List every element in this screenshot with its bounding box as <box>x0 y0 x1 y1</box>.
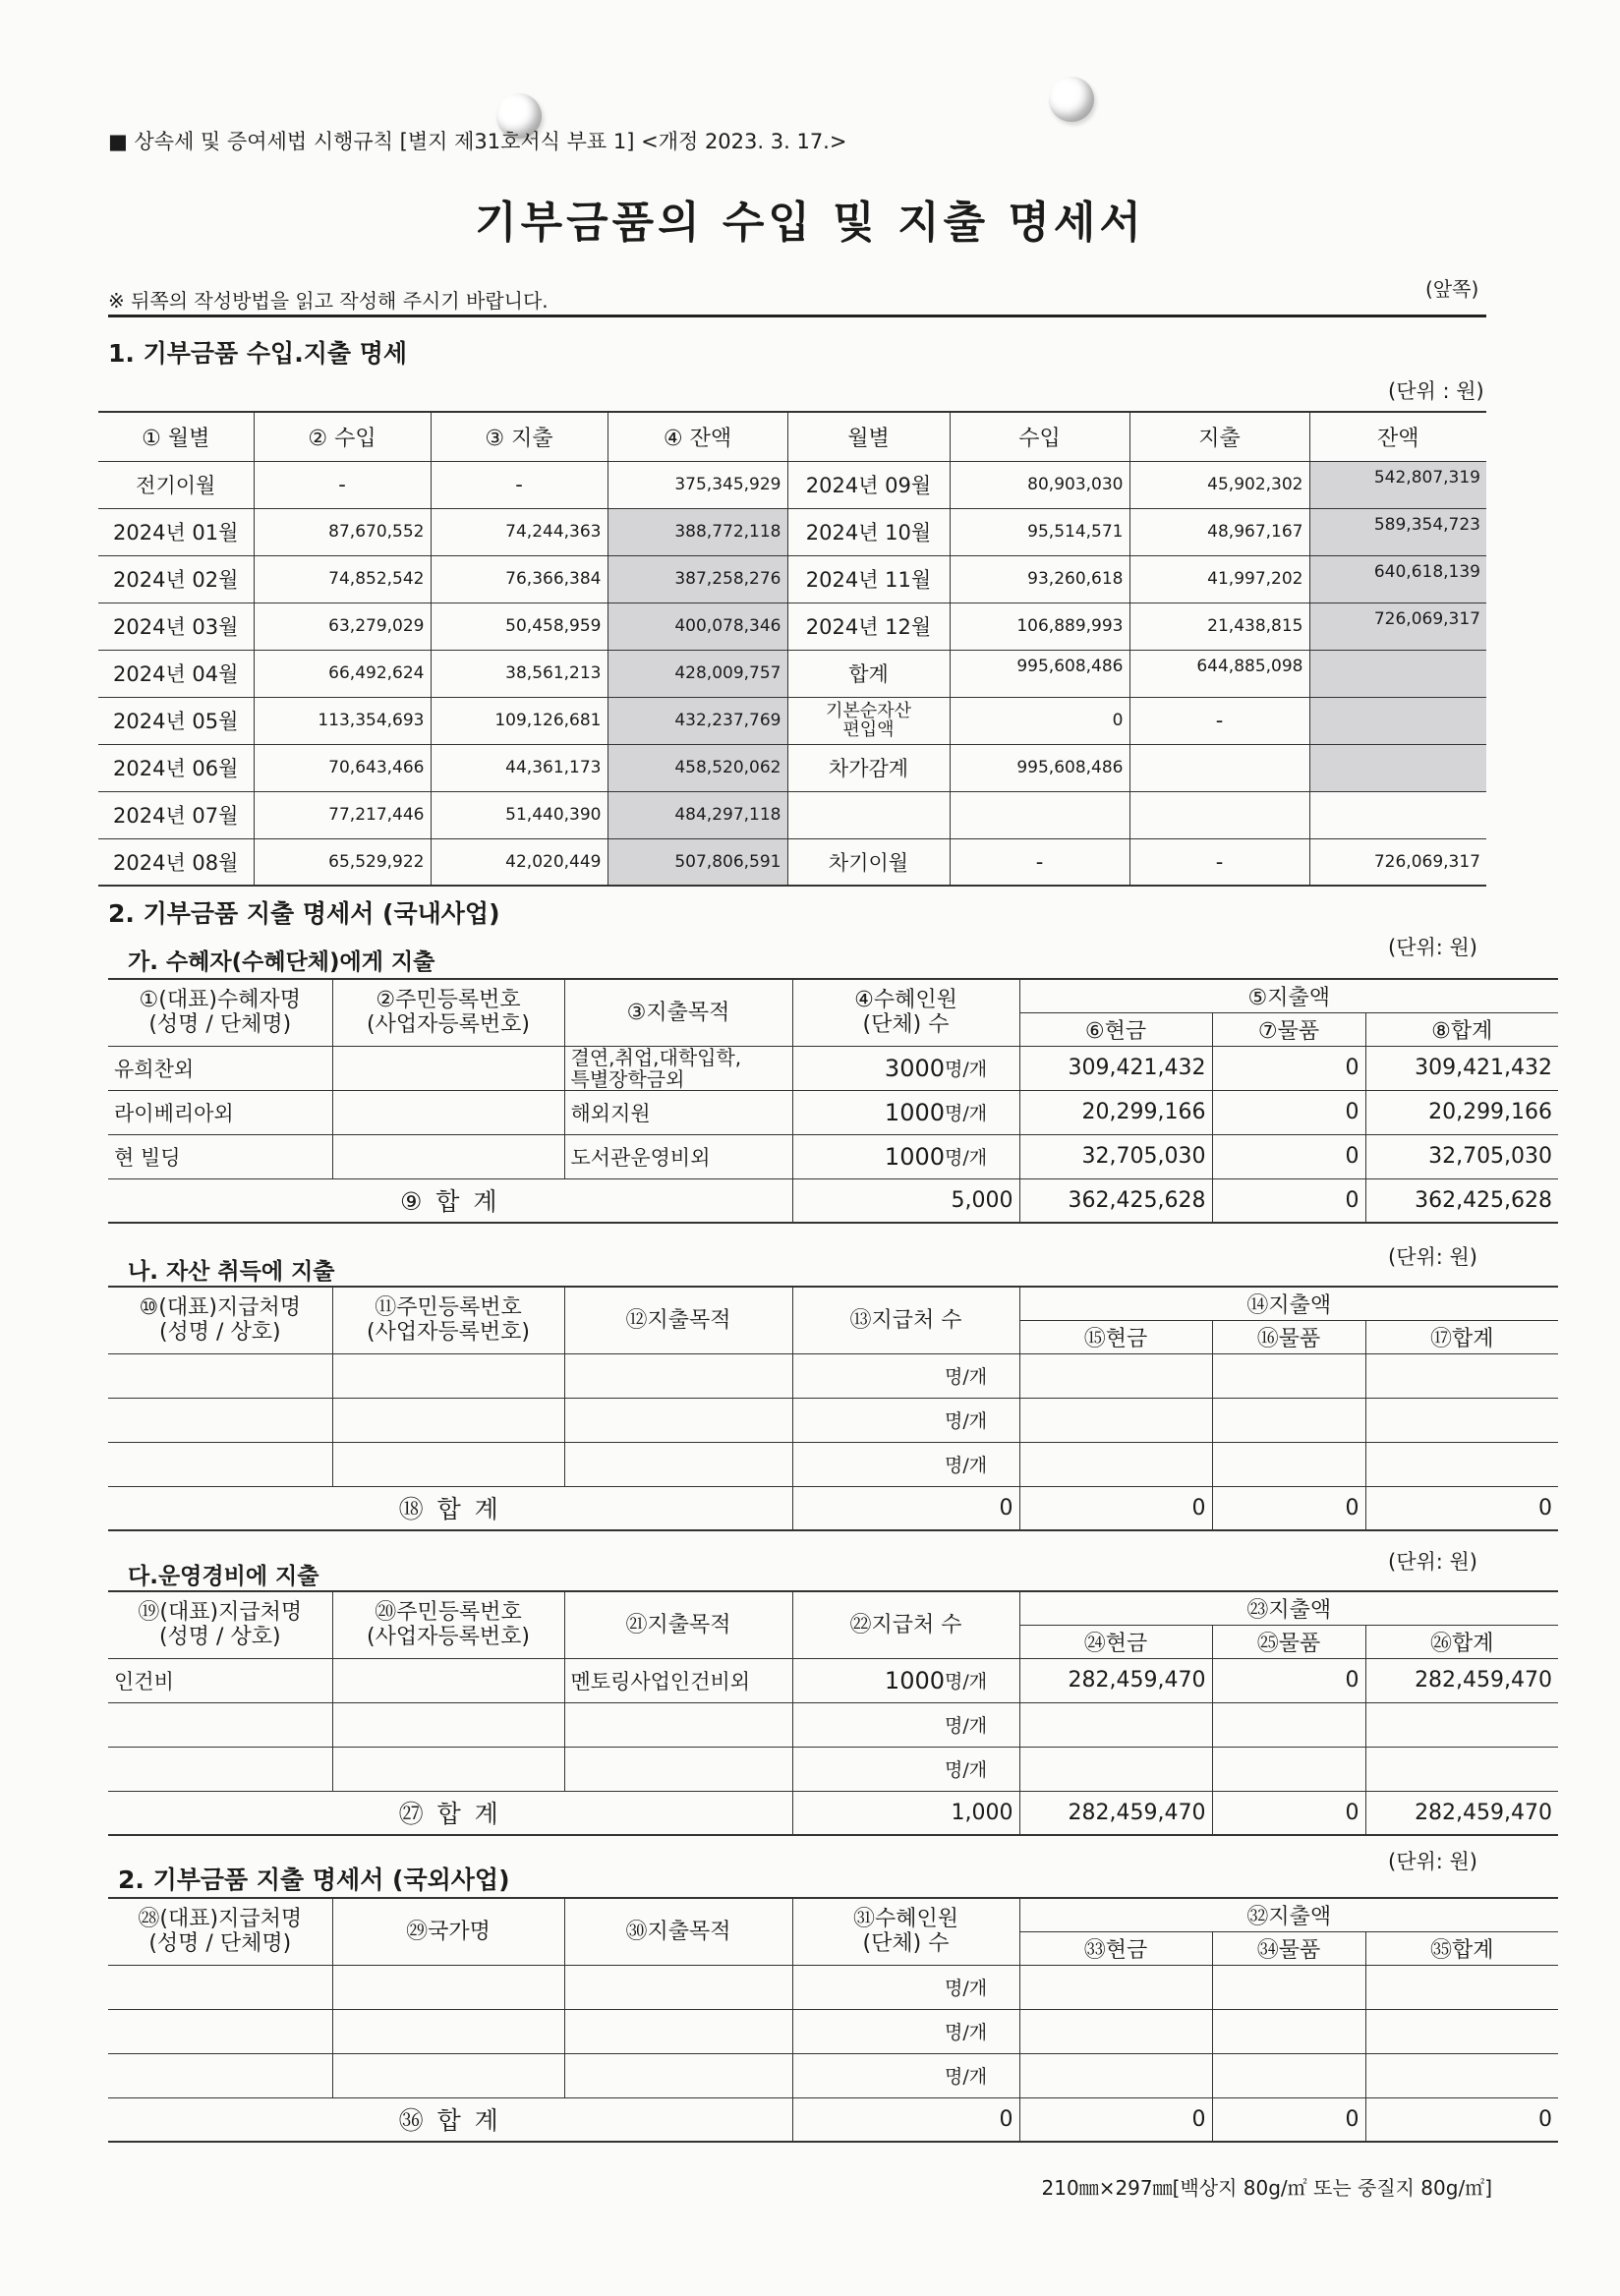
total-cell <box>1365 2053 1558 2097</box>
amount-cell <box>1309 744 1486 791</box>
table-row <box>98 461 1486 508</box>
month-cell: 2024년 12월 <box>787 603 950 650</box>
amount-cell: 63,279,029 <box>254 603 431 650</box>
cash-cell <box>1019 2053 1212 2097</box>
amount-cell <box>1309 791 1486 838</box>
amount-cell: 65,529,922 <box>254 838 431 886</box>
amount-cell: 44,361,173 <box>431 744 608 791</box>
count-cell: 1000 <box>792 1090 945 1134</box>
amount-cell: - <box>950 838 1129 886</box>
registration-number-cell <box>332 1134 564 1178</box>
amount-cell: 644,885,098 <box>1129 650 1309 697</box>
cash-cell: 32,705,030 <box>1019 1134 1212 1178</box>
month-cell: 2024년 06월 <box>98 744 254 791</box>
unit-label: (단위 : 원) <box>1388 379 1484 403</box>
recipient-name-cell <box>108 1442 332 1486</box>
amount-cell: - <box>1129 838 1309 886</box>
count-cell: 1000 <box>792 1658 945 1702</box>
header-cell: ⑥현금 <box>1019 1012 1212 1046</box>
header-cell: ㉛수혜인원 (단체) 수 <box>792 1898 1019 1965</box>
amount-cell <box>1129 791 1309 838</box>
section-title: 1. 기부금품 수입.지출 명세 <box>108 339 408 368</box>
unit-label: (단위: 원) <box>1388 1850 1477 1873</box>
header-cell: ⑤지출액 <box>1019 979 1558 1012</box>
total-label: ㊱ 합 계 <box>108 2097 792 2142</box>
amount-cell: 507,806,591 <box>608 838 787 886</box>
table-row <box>108 1658 1558 1702</box>
header-cell: ㉖합계 <box>1365 1625 1558 1658</box>
cash-cell <box>1019 1702 1212 1747</box>
total-label: ⑱ 합 계 <box>108 1486 792 1530</box>
header-cell: ⑦물품 <box>1212 1012 1365 1046</box>
total-cell: 20,299,166 <box>1365 1090 1558 1134</box>
purpose-cell: 멘토링사업인건비외 <box>564 1658 792 1702</box>
table-row <box>98 603 1486 650</box>
cash-cell <box>1019 2009 1212 2053</box>
total-cash-cell: 0 <box>1019 1486 1212 1530</box>
month-cell: 합계 <box>787 650 950 697</box>
registration-number-cell <box>332 1090 564 1134</box>
amount-cell: 640,618,139 <box>1309 555 1486 603</box>
count-unit-cell: 명/개 <box>945 1702 1019 1747</box>
header-cell: 월별 <box>787 412 950 461</box>
total-goods-cell: 0 <box>1212 1791 1365 1835</box>
amount-cell: - <box>254 461 431 508</box>
count-cell: 1000 <box>792 1134 945 1178</box>
amount-cell <box>950 791 1129 838</box>
header-cell: ㉟합계 <box>1365 1931 1558 1965</box>
header-cell: ㉕물품 <box>1212 1625 1365 1658</box>
recipient-name-cell: 유희찬외 <box>108 1046 332 1090</box>
count-cell <box>792 2009 945 2053</box>
goods-cell <box>1212 2009 1365 2053</box>
total-row <box>108 1486 1558 1530</box>
registration-number-cell <box>332 1442 564 1486</box>
header-cell: ㉞물품 <box>1212 1931 1365 1965</box>
goods-cell <box>1212 1747 1365 1791</box>
amount-cell: 70,643,466 <box>254 744 431 791</box>
header-cell: ③지출목적 <box>564 979 792 1046</box>
total-sum-cell: 0 <box>1365 2097 1558 2142</box>
header-cell: ⑮현금 <box>1019 1320 1212 1353</box>
recipient-name-cell: 현 빌딩 <box>108 1134 332 1178</box>
amount-cell: 387,258,276 <box>608 555 787 603</box>
amount-cell: 42,020,449 <box>431 838 608 886</box>
registration-number-cell <box>332 1353 564 1398</box>
amount-cell: 109,126,681 <box>431 697 608 744</box>
header-cell: ⑭지출액 <box>1019 1287 1558 1320</box>
amount-cell: 726,069,317 <box>1309 838 1486 886</box>
amount-cell: 388,772,118 <box>608 508 787 555</box>
amount-cell: 400,078,346 <box>608 603 787 650</box>
expenditure-table <box>108 1286 1558 1531</box>
total-goods-cell: 0 <box>1212 1486 1365 1530</box>
table-row <box>98 744 1486 791</box>
total-count-cell: 0 <box>792 1486 1019 1530</box>
total-cell <box>1365 1702 1558 1747</box>
goods-cell <box>1212 1353 1365 1398</box>
header-cell: ④ 잔액 <box>608 412 787 461</box>
registration-number-cell <box>332 2053 564 2097</box>
header-cell: ⑯물품 <box>1212 1320 1365 1353</box>
goods-cell: 0 <box>1212 1090 1365 1134</box>
cash-cell <box>1019 1965 1212 2009</box>
regulation-header: ■ 상속세 및 증여세법 시행규칙 [별지 제31호서식 부표 1] <개정 2023. 3. 17.> <box>108 130 847 153</box>
expenditure-table <box>108 1897 1558 2143</box>
table-row <box>108 1398 1558 1442</box>
section-title: 2. 기부금품 지출 명세서 (국내사업) <box>108 899 500 928</box>
header-cell: ⑫지출목적 <box>564 1287 792 1353</box>
recipient-name-cell: 인건비 <box>108 1658 332 1702</box>
section-title: 2. 기부금품 지출 명세서 (국외사업) <box>118 1866 510 1894</box>
header-cell: ②주민등록번호 (사업자등록번호) <box>332 979 564 1046</box>
amount-cell: 50,458,959 <box>431 603 608 650</box>
header-cell: ⑳주민등록번호 (사업자등록번호) <box>332 1591 564 1658</box>
goods-cell: 0 <box>1212 1134 1365 1178</box>
header-cell: ① 월별 <box>98 412 254 461</box>
subsection-title: 다.운영경비에 지출 <box>128 1564 319 1589</box>
count-unit-cell: 명/개 <box>945 1353 1019 1398</box>
amount-cell: 113,354,693 <box>254 697 431 744</box>
month-cell: 2024년 02월 <box>98 555 254 603</box>
table-row <box>108 1702 1558 1747</box>
recipient-name-cell <box>108 1702 332 1747</box>
expenditure-table <box>108 1590 1558 1836</box>
header-cell: ㉓지출액 <box>1019 1591 1558 1625</box>
total-sum-cell: 0 <box>1365 1486 1558 1530</box>
total-count-cell: 0 <box>792 2097 1019 2142</box>
table-row <box>108 2009 1558 2053</box>
total-sum-cell: 362,425,628 <box>1365 1178 1558 1223</box>
recipient-name-cell <box>108 2009 332 2053</box>
table-header-row <box>108 1898 1558 1931</box>
count-cell <box>792 1965 945 2009</box>
table-row <box>108 1747 1558 1791</box>
table-row <box>98 508 1486 555</box>
table-row <box>108 1965 1558 2009</box>
table-row <box>108 2053 1558 2097</box>
amount-cell: 428,009,757 <box>608 650 787 697</box>
count-cell <box>792 1747 945 1791</box>
header-cell: ㉚지출목적 <box>564 1898 792 1965</box>
amount-cell <box>1309 697 1486 744</box>
month-cell: 전기이월 <box>98 461 254 508</box>
header-cell: ⑬지급처 수 <box>792 1287 1019 1353</box>
month-cell: 2024년 11월 <box>787 555 950 603</box>
count-unit-cell: 명/개 <box>945 1747 1019 1791</box>
amount-cell: 87,670,552 <box>254 508 431 555</box>
amount-cell: 375,345,929 <box>608 461 787 508</box>
cash-cell <box>1019 1353 1212 1398</box>
header-cell: ③ 지출 <box>431 412 608 461</box>
total-label: ㉗ 합 계 <box>108 1791 792 1835</box>
total-cash-cell: 0 <box>1019 2097 1212 2142</box>
total-goods-cell: 0 <box>1212 2097 1365 2142</box>
amount-cell: 38,561,213 <box>431 650 608 697</box>
purpose-cell: 결연,취업,대학입학, 특별장학금외 <box>564 1046 792 1090</box>
total-cell <box>1365 1965 1558 2009</box>
amount-cell: 51,440,390 <box>431 791 608 838</box>
count-unit-cell: 명/개 <box>945 2009 1019 2053</box>
total-row <box>108 1791 1558 1835</box>
amount-cell: - <box>1129 697 1309 744</box>
goods-cell <box>1212 2053 1365 2097</box>
punch-hole <box>1049 77 1094 122</box>
amount-cell: 95,514,571 <box>950 508 1129 555</box>
amount-cell: 45,902,302 <box>1129 461 1309 508</box>
header-cell: ㉔현금 <box>1019 1625 1212 1658</box>
table-header-row <box>108 1287 1558 1320</box>
count-unit-cell: 명/개 <box>945 1658 1019 1702</box>
goods-cell <box>1212 1965 1365 2009</box>
amount-cell: 995,608,486 <box>950 744 1129 791</box>
cash-cell <box>1019 1398 1212 1442</box>
paper-spec: 210㎜×297㎜[백상지 80g/㎡ 또는 중질지 80g/㎡] <box>1041 2176 1492 2200</box>
count-unit-cell: 명/개 <box>945 1398 1019 1442</box>
header-cell: ㉜지출액 <box>1019 1898 1558 1931</box>
divider <box>108 315 1486 317</box>
recipient-name-cell <box>108 1747 332 1791</box>
count-cell <box>792 2053 945 2097</box>
count-unit-cell: 명/개 <box>945 1090 1019 1134</box>
amount-cell: 93,260,618 <box>950 555 1129 603</box>
total-cell <box>1365 1747 1558 1791</box>
purpose-cell <box>564 2009 792 2053</box>
total-row <box>108 2097 1558 2142</box>
header-cell: ⑧합계 <box>1365 1012 1558 1046</box>
header-cell: ⑩(대표)지급처명 (성명 / 상호) <box>108 1287 332 1353</box>
count-cell <box>792 1442 945 1486</box>
registration-number-cell <box>332 1658 564 1702</box>
table-row <box>108 1046 1558 1090</box>
goods-cell <box>1212 1702 1365 1747</box>
month-cell: 2024년 08월 <box>98 838 254 886</box>
count-unit-cell: 명/개 <box>945 2053 1019 2097</box>
registration-number-cell <box>332 1965 564 2009</box>
recipient-name-cell <box>108 2053 332 2097</box>
total-cell: 282,459,470 <box>1365 1658 1558 1702</box>
amount-cell: 74,852,542 <box>254 555 431 603</box>
table-row <box>98 650 1486 697</box>
header-cell: ㉙국가명 <box>332 1898 564 1965</box>
purpose-cell <box>564 2053 792 2097</box>
income-expense-table <box>98 411 1486 887</box>
registration-number-cell <box>332 1046 564 1090</box>
total-cell: 32,705,030 <box>1365 1134 1558 1178</box>
month-cell: 2024년 10월 <box>787 508 950 555</box>
amount-cell: 106,889,993 <box>950 603 1129 650</box>
cash-cell <box>1019 1442 1212 1486</box>
cash-cell: 309,421,432 <box>1019 1046 1212 1090</box>
table-row <box>98 838 1486 886</box>
purpose-cell <box>564 1353 792 1398</box>
purpose-cell <box>564 1965 792 2009</box>
recipient-name-cell: 라이베리아외 <box>108 1090 332 1134</box>
front-side-label: (앞쪽) <box>1425 277 1479 301</box>
total-cell <box>1365 2009 1558 2053</box>
total-cell <box>1365 1442 1558 1486</box>
table-row <box>108 1090 1558 1134</box>
month-cell: 2024년 05월 <box>98 697 254 744</box>
purpose-cell: 도서관운영비외 <box>564 1134 792 1178</box>
header-cell: 잔액 <box>1309 412 1486 461</box>
amount-cell <box>1309 650 1486 697</box>
total-count-cell: 5,000 <box>792 1178 1019 1223</box>
registration-number-cell <box>332 1398 564 1442</box>
month-cell: 2024년 09월 <box>787 461 950 508</box>
total-label: ⑨ 합 계 <box>108 1178 792 1223</box>
amount-cell: 726,069,317 <box>1309 603 1486 650</box>
amount-cell <box>1129 744 1309 791</box>
count-unit-cell: 명/개 <box>945 1046 1019 1090</box>
cash-cell <box>1019 1747 1212 1791</box>
amount-cell: 77,217,446 <box>254 791 431 838</box>
purpose-cell <box>564 1702 792 1747</box>
table-row <box>98 791 1486 838</box>
registration-number-cell <box>332 1702 564 1747</box>
amount-cell: - <box>431 461 608 508</box>
total-count-cell: 1,000 <box>792 1791 1019 1835</box>
unit-label: (단위: 원) <box>1388 936 1477 959</box>
total-cell <box>1365 1398 1558 1442</box>
month-cell: 2024년 07월 <box>98 791 254 838</box>
registration-number-cell <box>332 2009 564 2053</box>
table-row <box>98 697 1486 744</box>
header-cell: ⑰합계 <box>1365 1320 1558 1353</box>
amount-cell: 542,807,319 <box>1309 461 1486 508</box>
amount-cell: 589,354,723 <box>1309 508 1486 555</box>
subsection-title: 가. 수혜자(수혜단체)에게 지출 <box>128 949 435 975</box>
registration-number-cell <box>332 1747 564 1791</box>
goods-cell <box>1212 1398 1365 1442</box>
amount-cell: 74,244,363 <box>431 508 608 555</box>
goods-cell: 0 <box>1212 1046 1365 1090</box>
header-cell: ② 수입 <box>254 412 431 461</box>
header-cell: ㉘(대표)지급처명 (성명 / 단체명) <box>108 1898 332 1965</box>
purpose-cell: 해외지원 <box>564 1090 792 1134</box>
amount-cell: 41,997,202 <box>1129 555 1309 603</box>
header-cell: ⑲(대표)지급처명 (성명 / 상호) <box>108 1591 332 1658</box>
header-cell: ④수혜인원 (단체) 수 <box>792 979 1019 1046</box>
table-row <box>98 555 1486 603</box>
count-cell <box>792 1398 945 1442</box>
unit-label: (단위: 원) <box>1388 1550 1477 1574</box>
goods-cell: 0 <box>1212 1658 1365 1702</box>
month-cell <box>787 791 950 838</box>
table-row <box>108 1134 1558 1178</box>
recipient-name-cell <box>108 1398 332 1442</box>
subsection-title: 나. 자산 취득에 지출 <box>128 1259 335 1285</box>
amount-cell: 0 <box>950 697 1129 744</box>
count-cell <box>792 1702 945 1747</box>
goods-cell <box>1212 1442 1365 1486</box>
purpose-cell <box>564 1398 792 1442</box>
count-cell <box>792 1353 945 1398</box>
amount-cell: 458,520,062 <box>608 744 787 791</box>
total-sum-cell: 282,459,470 <box>1365 1791 1558 1835</box>
month-cell: 기본순자산 편입액 <box>787 697 950 744</box>
table-header-row <box>108 979 1558 1012</box>
count-unit-cell: 명/개 <box>945 1442 1019 1486</box>
count-cell: 3000 <box>792 1046 945 1090</box>
amount-cell: 995,608,486 <box>950 650 1129 697</box>
amount-cell: 21,438,815 <box>1129 603 1309 650</box>
month-cell: 차기이월 <box>787 838 950 886</box>
total-cell: 309,421,432 <box>1365 1046 1558 1090</box>
amount-cell: 432,237,769 <box>608 697 787 744</box>
table-header-row <box>108 1591 1558 1625</box>
notice-text: ※ 뒤쪽의 작성방법을 읽고 작성해 주시기 바랍니다. <box>108 289 549 313</box>
month-cell: 2024년 01월 <box>98 508 254 555</box>
cash-cell: 20,299,166 <box>1019 1090 1212 1134</box>
total-cash-cell: 362,425,628 <box>1019 1178 1212 1223</box>
expenditure-table <box>108 978 1558 1224</box>
amount-cell: 80,903,030 <box>950 461 1129 508</box>
amount-cell: 76,366,384 <box>431 555 608 603</box>
header-cell: ㉝현금 <box>1019 1931 1212 1965</box>
month-cell: 차가감계 <box>787 744 950 791</box>
table-row <box>108 1353 1558 1398</box>
header-cell: ㉑지출목적 <box>564 1591 792 1658</box>
recipient-name-cell <box>108 1353 332 1398</box>
amount-cell: 48,967,167 <box>1129 508 1309 555</box>
amount-cell: 484,297,118 <box>608 791 787 838</box>
table-row <box>108 1442 1558 1486</box>
header-cell: ㉒지급처 수 <box>792 1591 1019 1658</box>
count-unit-cell: 명/개 <box>945 1134 1019 1178</box>
total-row <box>108 1178 1558 1223</box>
header-cell: 수입 <box>950 412 1129 461</box>
total-cell <box>1365 1353 1558 1398</box>
total-goods-cell: 0 <box>1212 1178 1365 1223</box>
month-cell: 2024년 03월 <box>98 603 254 650</box>
table-header-row <box>98 412 1486 461</box>
total-cash-cell: 282,459,470 <box>1019 1791 1212 1835</box>
header-cell: ①(대표)수혜자명 (성명 / 단체명) <box>108 979 332 1046</box>
amount-cell: 66,492,624 <box>254 650 431 697</box>
recipient-name-cell <box>108 1965 332 2009</box>
month-cell: 2024년 04월 <box>98 650 254 697</box>
count-unit-cell: 명/개 <box>945 1965 1019 2009</box>
header-cell: ⑪주민등록번호 (사업자등록번호) <box>332 1287 564 1353</box>
cash-cell: 282,459,470 <box>1019 1658 1212 1702</box>
header-cell: 지출 <box>1129 412 1309 461</box>
purpose-cell <box>564 1747 792 1791</box>
purpose-cell <box>564 1442 792 1486</box>
unit-label: (단위: 원) <box>1388 1245 1477 1269</box>
page-title: 기부금품의 수입 및 지출 명세서 <box>475 198 1145 248</box>
